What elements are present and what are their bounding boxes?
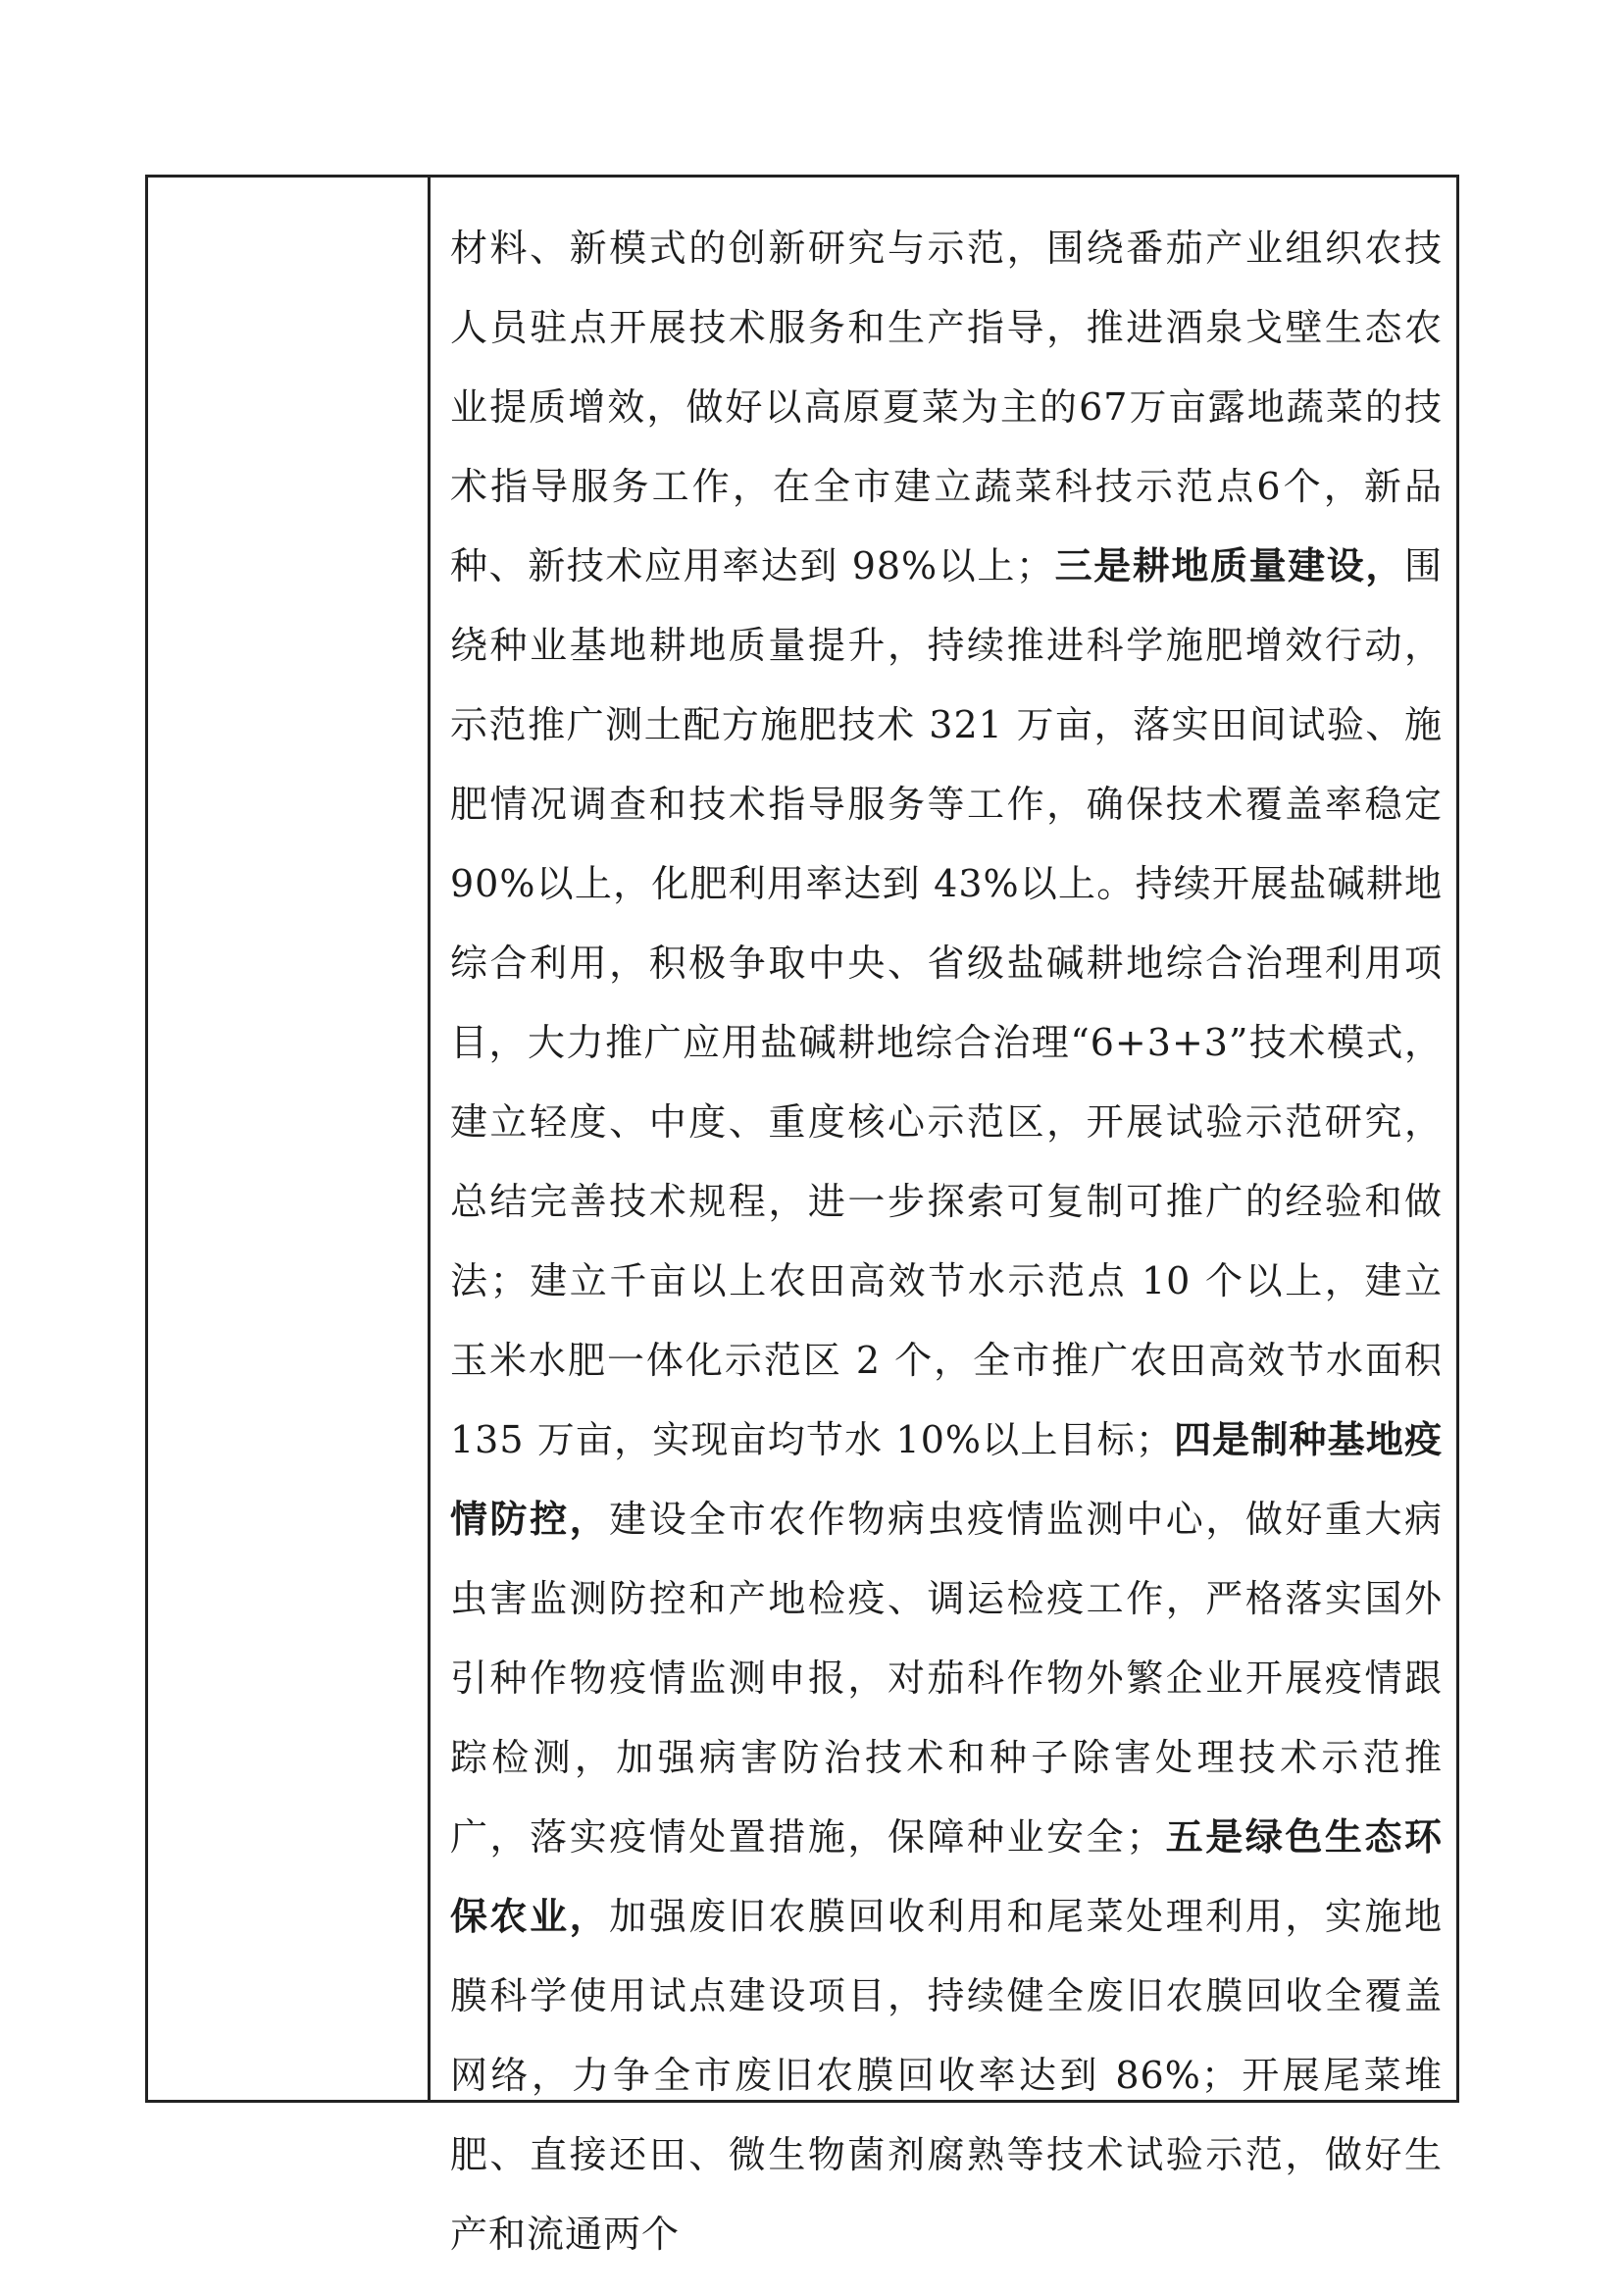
form-table xyxy=(145,175,1459,2256)
text-run: 加强废旧农膜回收利用和尾菜处理利用，实施地膜科学使用试点建设项目，持续健全废旧农膜回收全覆盖网络，力争全市废旧农膜回收率达到 86%；开展尾菜堆肥、直接还田、微生物菌剂腐熟等技术试验示范，做好生产和流通两个 xyxy=(450,1895,1443,2256)
highlight-heading-5: 五是绿色生态环保农业， xyxy=(450,1815,1443,1938)
text-run: 围绕种业基地耕地质量提升，持续推进科学施肥增效行动，示范推广测土配方施肥技术 321 万亩，落实田间试验、施肥情况调查和技术指导服务等工作，确保技术覆盖率稳定 90%以上，化肥利用率达到 43%以上。持续开展盐碱耕地综合利用，积极争取中央、省级盐碱耕地综合治理利用项目，大力推广应用盐碱耕地综合治理“6+3+3”技术模式，建立轻度、中度、重度核心示范区，开展试验示范研究，总结完善技术规程，进一步探索可复制可推广的经验和做法；建立千亩以上农田高效节水示范点 10 个以上，建立玉米水肥一体化示范区 2 个，全市推广农田高效节水面积 135 万亩，实现亩均节水 10%以上目标； xyxy=(450,544,1443,1461)
highlight-heading-4: 四是制种基地疫情防控， xyxy=(450,1418,1443,1541)
text-run: 建设全市农作物病虫疫情监测中心，做好重大病虫害监测防控和产地检疫、调运检疫工作，严格落实国外引种作物疫情监测申报，对茄科作物外繁企业开展疫情跟踪检测，加强病害防治技术和种子除害处理技术示范推广，落实疫情处置措施，保障种业安全； xyxy=(450,1498,1443,1859)
text-run: 材料、新模式的创新研究与示范，围绕番茄产业组织农技人员驻点开展技术服务和生产指导，推进酒泉戈壁生态农业提质增效，做好以高原夏菜为主的67万亩露地蔬菜的技术指导服务工作，在全市建立蔬菜科技示范点6个，新品种、新技术应用率达到 98%以上； xyxy=(450,227,1443,587)
table-label-cell xyxy=(148,178,431,2100)
table-content-cell xyxy=(431,178,1456,2256)
body-paragraph xyxy=(450,209,1443,2274)
highlight-heading-3: 三是耕地质量建设， xyxy=(1053,544,1404,587)
